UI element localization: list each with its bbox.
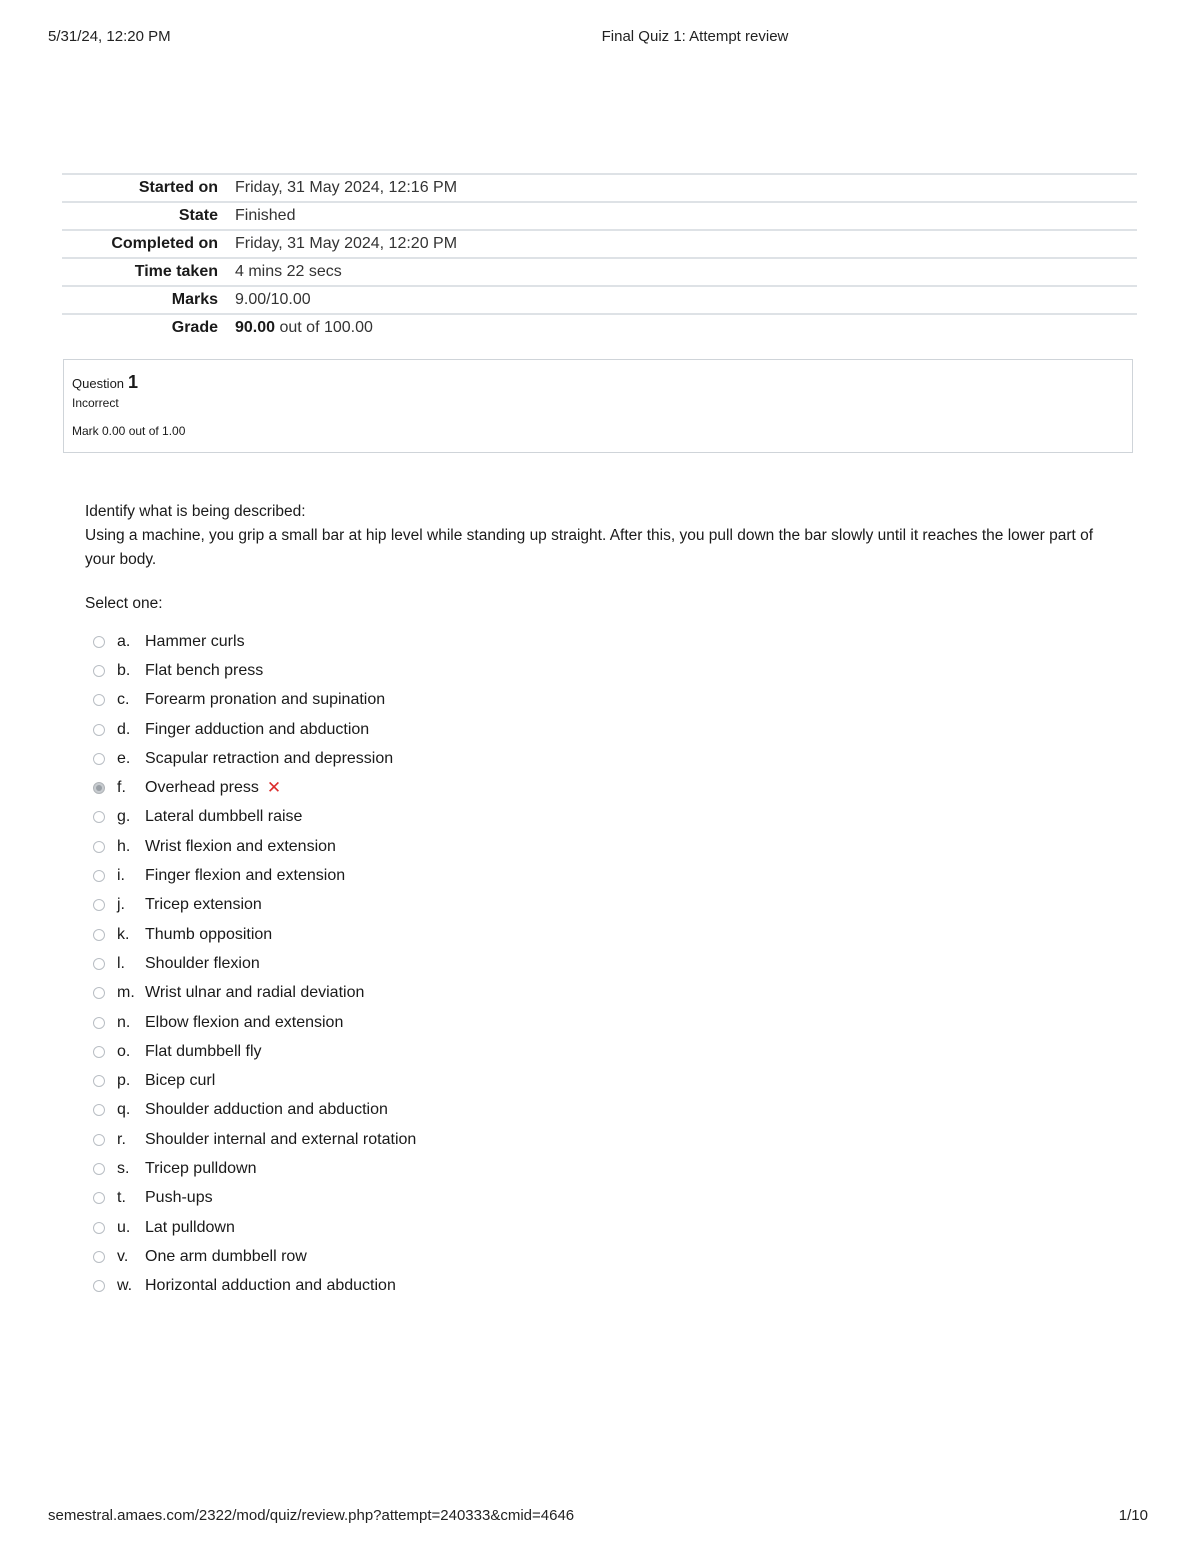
answer-label: Elbow flexion and extension	[145, 1013, 344, 1031]
answer-option-g[interactable]	[93, 803, 416, 832]
answer-number: k.	[117, 925, 130, 943]
summary-label: Time taken	[62, 258, 235, 286]
answer-option-v[interactable]	[93, 1242, 416, 1271]
answer-label: Scapular retraction and depression	[145, 749, 394, 767]
answer-label: Lat pulldown	[145, 1218, 235, 1236]
radio-button[interactable]	[93, 753, 105, 765]
summary-label: State	[62, 202, 235, 230]
answer-number: w.	[117, 1277, 133, 1295]
answer-number: b.	[117, 661, 131, 679]
answer-option-u[interactable]	[93, 1213, 416, 1242]
summary-row-state	[62, 202, 1137, 230]
question-grade: Mark 0.00 out of 1.00	[72, 424, 186, 438]
radio-button[interactable]	[93, 665, 105, 677]
answer-label: Finger flexion and extension	[145, 867, 346, 885]
radio-button[interactable]	[93, 899, 105, 911]
summary-value: Finished	[235, 202, 1137, 230]
radio-button[interactable]	[93, 1280, 105, 1292]
answer-number: g.	[117, 808, 131, 826]
answer-number: v.	[117, 1247, 129, 1265]
summary-row-time-taken	[62, 258, 1137, 286]
page-url: semestral.amaes.com/2322/mod/quiz/review.php?attempt=240333&cmid=4646	[48, 1507, 575, 1524]
summary-row-marks	[62, 286, 1137, 314]
answer-option-a[interactable]	[93, 627, 416, 656]
radio-button[interactable]	[93, 811, 105, 823]
answer-number: a.	[117, 632, 131, 650]
answer-number: p.	[117, 1072, 131, 1090]
answer-number: q.	[117, 1101, 131, 1119]
incorrect-x-icon: ✕	[266, 778, 282, 798]
radio-button[interactable]	[93, 1104, 105, 1116]
question-text	[85, 500, 1125, 572]
summary-row-grade	[62, 314, 1137, 341]
answer-label: Tricep pulldown	[145, 1159, 257, 1177]
summary-label: Started on	[62, 174, 235, 202]
answer-option-k[interactable]	[93, 920, 416, 949]
radio-button[interactable]	[93, 694, 105, 706]
summary-label: Marks	[62, 286, 235, 314]
question-word: Question	[72, 376, 125, 391]
answer-option-e[interactable]	[93, 744, 416, 773]
answer-label: Wrist ulnar and radial deviation	[145, 984, 365, 1002]
answer-label: Hammer curls	[145, 632, 245, 650]
answer-option-s[interactable]	[93, 1154, 416, 1183]
print-datetime: 5/31/24, 12:20 PM	[48, 28, 171, 45]
question-number	[72, 372, 1132, 392]
answer-number: i.	[117, 867, 125, 885]
attempt-summary-table	[62, 173, 1137, 341]
radio-button[interactable]	[93, 1192, 105, 1204]
answer-option-q[interactable]	[93, 1096, 416, 1125]
summary-label: Completed on	[62, 230, 235, 258]
answer-number: e.	[117, 749, 131, 767]
answer-number: o.	[117, 1042, 131, 1060]
answer-label: One arm dumbbell row	[145, 1247, 307, 1265]
radio-button[interactable]	[93, 1134, 105, 1146]
answer-label: Lateral dumbbell raise	[145, 808, 303, 826]
print-page-title: Final Quiz 1: Attempt review	[601, 28, 789, 45]
answer-number: n.	[117, 1013, 131, 1031]
answer-option-l[interactable]	[93, 949, 416, 978]
radio-button[interactable]	[93, 1075, 105, 1087]
radio-button[interactable]	[93, 1251, 105, 1263]
answer-option-w[interactable]	[93, 1272, 416, 1301]
print-footer	[0, 1507, 1200, 1527]
answer-number: d.	[117, 720, 131, 738]
radio-button[interactable]	[93, 1017, 105, 1029]
answer-number: r.	[117, 1130, 126, 1148]
answer-option-j[interactable]	[93, 891, 416, 920]
answer-number: m.	[117, 984, 135, 1002]
answer-label: Flat bench press	[145, 661, 264, 679]
answer-option-t[interactable]	[93, 1184, 416, 1213]
answer-option-b[interactable]	[93, 656, 416, 685]
answer-label: Bicep curl	[145, 1072, 216, 1090]
answer-number: f.	[117, 779, 126, 797]
radio-button-selected[interactable]	[93, 782, 105, 794]
summary-value	[235, 314, 1137, 341]
answer-label: Overhead press	[145, 779, 259, 797]
answer-option-i[interactable]	[93, 861, 416, 890]
answer-label: Shoulder internal and external rotation	[145, 1130, 417, 1148]
answer-number: c.	[117, 691, 130, 709]
radio-button[interactable]	[93, 724, 105, 736]
answer-option-c[interactable]	[93, 686, 416, 715]
answer-label: Shoulder flexion	[145, 954, 260, 972]
answer-label: Push-ups	[145, 1189, 213, 1207]
summary-row-completed	[62, 230, 1137, 258]
answer-label: Finger adduction and abduction	[145, 720, 370, 738]
summary-value: 9.00/10.00	[235, 286, 1137, 314]
radio-button[interactable]	[93, 870, 105, 882]
select-one-prompt: Select one:	[85, 595, 163, 612]
answer-label: Forearm pronation and supination	[145, 691, 386, 709]
print-header	[0, 28, 1200, 48]
radio-button[interactable]	[93, 1163, 105, 1175]
question-text-line1: Identify what is being described:	[85, 503, 306, 520]
question-state: Incorrect	[72, 396, 119, 410]
radio-button[interactable]	[93, 1222, 105, 1234]
radio-button[interactable]	[93, 958, 105, 970]
summary-row-started	[62, 174, 1137, 202]
answer-number: j.	[117, 896, 125, 914]
answer-number: u.	[117, 1218, 131, 1236]
question-info-box	[63, 359, 1133, 453]
answer-option-h[interactable]	[93, 832, 416, 861]
answer-option-p[interactable]	[93, 1066, 416, 1095]
question-number-value: 1	[128, 372, 139, 392]
summary-value: Friday, 31 May 2024, 12:20 PM	[235, 230, 1137, 258]
answer-list	[93, 627, 416, 1301]
radio-button[interactable]	[93, 841, 105, 853]
answer-label: Flat dumbbell fly	[145, 1042, 262, 1060]
question-text-line2: Using a machine, you grip a small bar at hip level while standing up straight. After this, you pull down the bar slowly until it reaches the lower part of your body.	[85, 527, 1094, 568]
summary-value: Friday, 31 May 2024, 12:16 PM	[235, 174, 1137, 202]
radio-button[interactable]	[93, 929, 105, 941]
answer-label: Shoulder adduction and abduction	[145, 1101, 388, 1119]
grade-score: 90.00	[235, 319, 276, 336]
answer-number: l.	[117, 954, 125, 972]
answer-option-r[interactable]	[93, 1125, 416, 1154]
answer-option-m[interactable]	[93, 979, 416, 1008]
answer-option-d[interactable]	[93, 715, 416, 744]
answer-label: Wrist flexion and extension	[145, 837, 336, 855]
radio-button[interactable]	[93, 636, 105, 648]
radio-button[interactable]	[93, 1046, 105, 1058]
answer-label: Tricep extension	[145, 896, 262, 914]
answer-number: s.	[117, 1159, 130, 1177]
answer-option-f-selected[interactable]	[93, 773, 416, 802]
answer-number: h.	[117, 837, 131, 855]
radio-button[interactable]	[93, 987, 105, 999]
summary-value: 4 mins 22 secs	[235, 258, 1137, 286]
answer-option-o[interactable]	[93, 1037, 416, 1066]
answer-number: t.	[117, 1189, 126, 1207]
page-number: 1/10	[1118, 1507, 1148, 1524]
summary-label: Grade	[62, 314, 235, 341]
answer-label: Thumb opposition	[145, 925, 273, 943]
answer-label: Horizontal adduction and abduction	[145, 1277, 396, 1295]
grade-out-of: out of 100.00	[275, 319, 373, 336]
answer-option-n[interactable]	[93, 1008, 416, 1037]
